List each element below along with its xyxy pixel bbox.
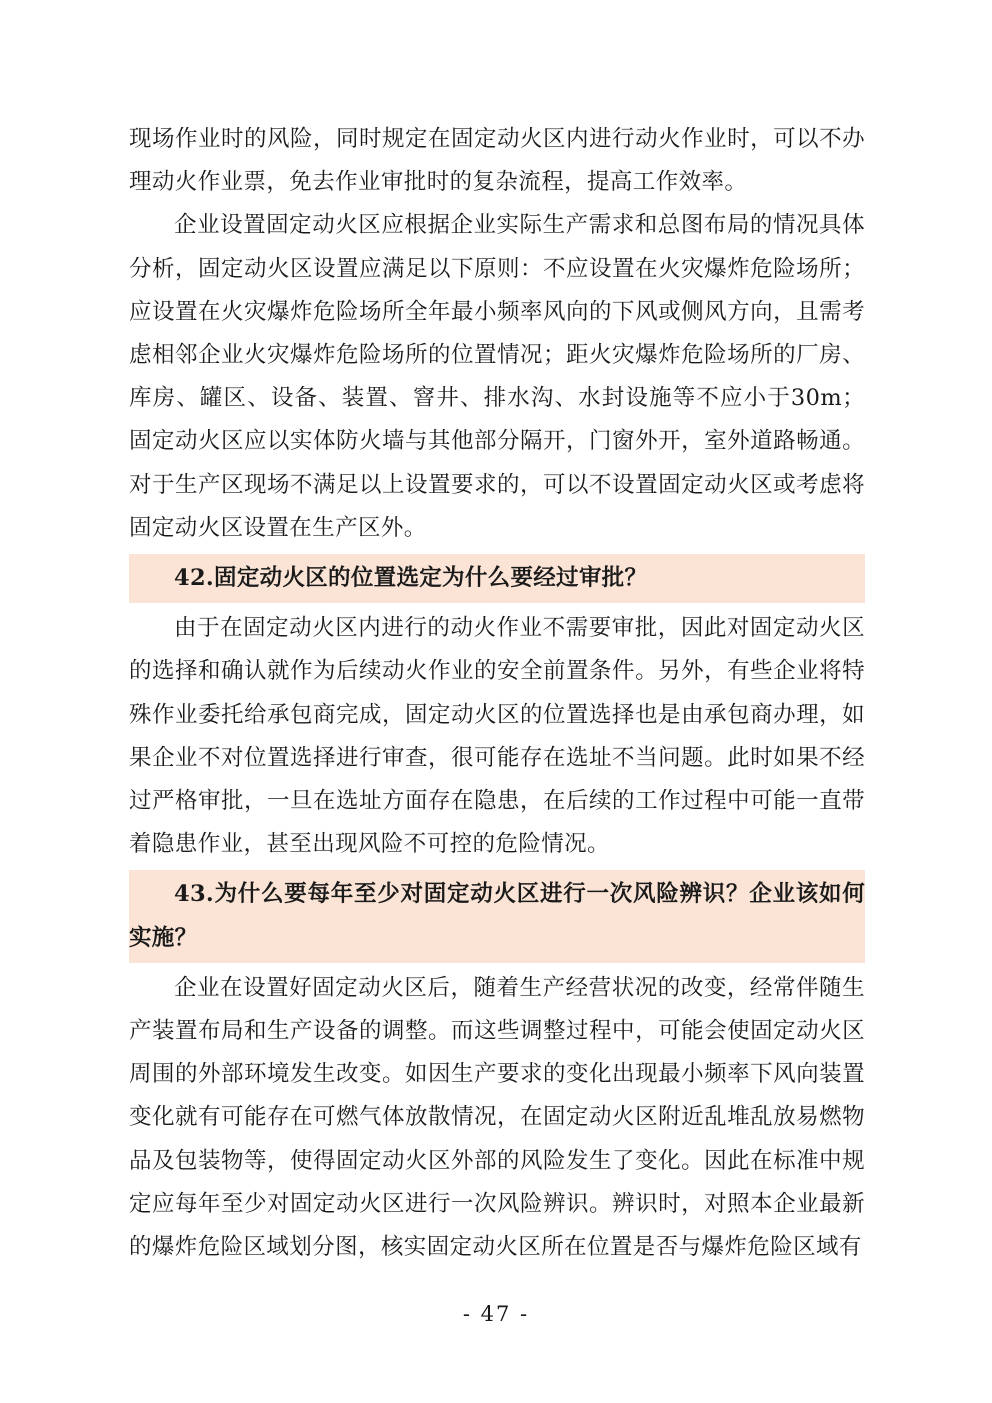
document-body [129, 118, 865, 1269]
question-42-heading: 42.固定动火区的位置选定为什么要经过审批？ [174, 565, 648, 592]
question-43-heading: 43.为什么要每年至少对固定动火区进行一次风险辨识？企业该如何实施？ [129, 881, 865, 951]
page-number: - 47 - [462, 1302, 530, 1326]
paragraph-fixed-fire-zone-principles: 企业设置固定动火区应根据企业实际生产需求和总图布局的情况具体分析，固定动火区设置应满足以下原则：不应设置在火灾爆炸危险场所；应设置在火灾爆炸危险场所全年最小频率风向的下风或侧风方向，且需考虑相邻企业火灾爆炸危险场所的位置情况；距火灾爆炸危险场所的厂房、库房、罐区、设备、装置、窨井、排水沟、水封设施等不应小于30m；固定动火区应以实体防火墙与其他部分隔开，门窗外开，室外道路畅通。对于生产区现场不满足以上设置要求的，可以不设置固定动火区或考虑将固定动火区设置在生产区外。 [129, 212, 865, 541]
answer-42-paragraph: 由于在固定动火区内进行的动火作业不需要审批，因此对固定动火区的选择和确认就作为后续动火作业的安全前置条件。另外，有些企业将特殊作业委托给承包商完成，固定动火区的位置选择也是由承包商办理，如果企业不对位置选择进行审查，很可能存在选址不当问题。此时如果不经过严格审批，一旦在选址方面存在隐患，在后续的工作过程中可能一直带着隐患作业，甚至出现风险不可控的危险情况。 [129, 615, 865, 858]
question-43-box [129, 870, 865, 962]
answer-43-paragraph: 企业在设置好固定动火区后，随着生产经营状况的改变，经常伴随生产装置布局和生产设备的调整。而这些调整过程中，可能会使固定动火区周围的外部环境发生改变。如因生产要求的变化出现最小频率下风向装置变化就有可能存在可燃气体放散情况，在固定动火区附近乱堆乱放易燃物品及包装物等，使得固定动火区外部的风险发生了变化。因此在标准中规定应每年至少对固定动火区进行一次风险辨识。辨识时，对照本企业最新的爆炸危险区域划分图，核实固定动火区所在位置是否与爆炸危险区域有 [129, 974, 865, 1261]
question-42-box [129, 554, 865, 603]
paragraph-continued: 现场作业时的风险，同时规定在固定动火区内进行动火作业时，可以不办理动火作业票，免去作业审批时的复杂流程，提高工作效率。 [129, 126, 865, 196]
